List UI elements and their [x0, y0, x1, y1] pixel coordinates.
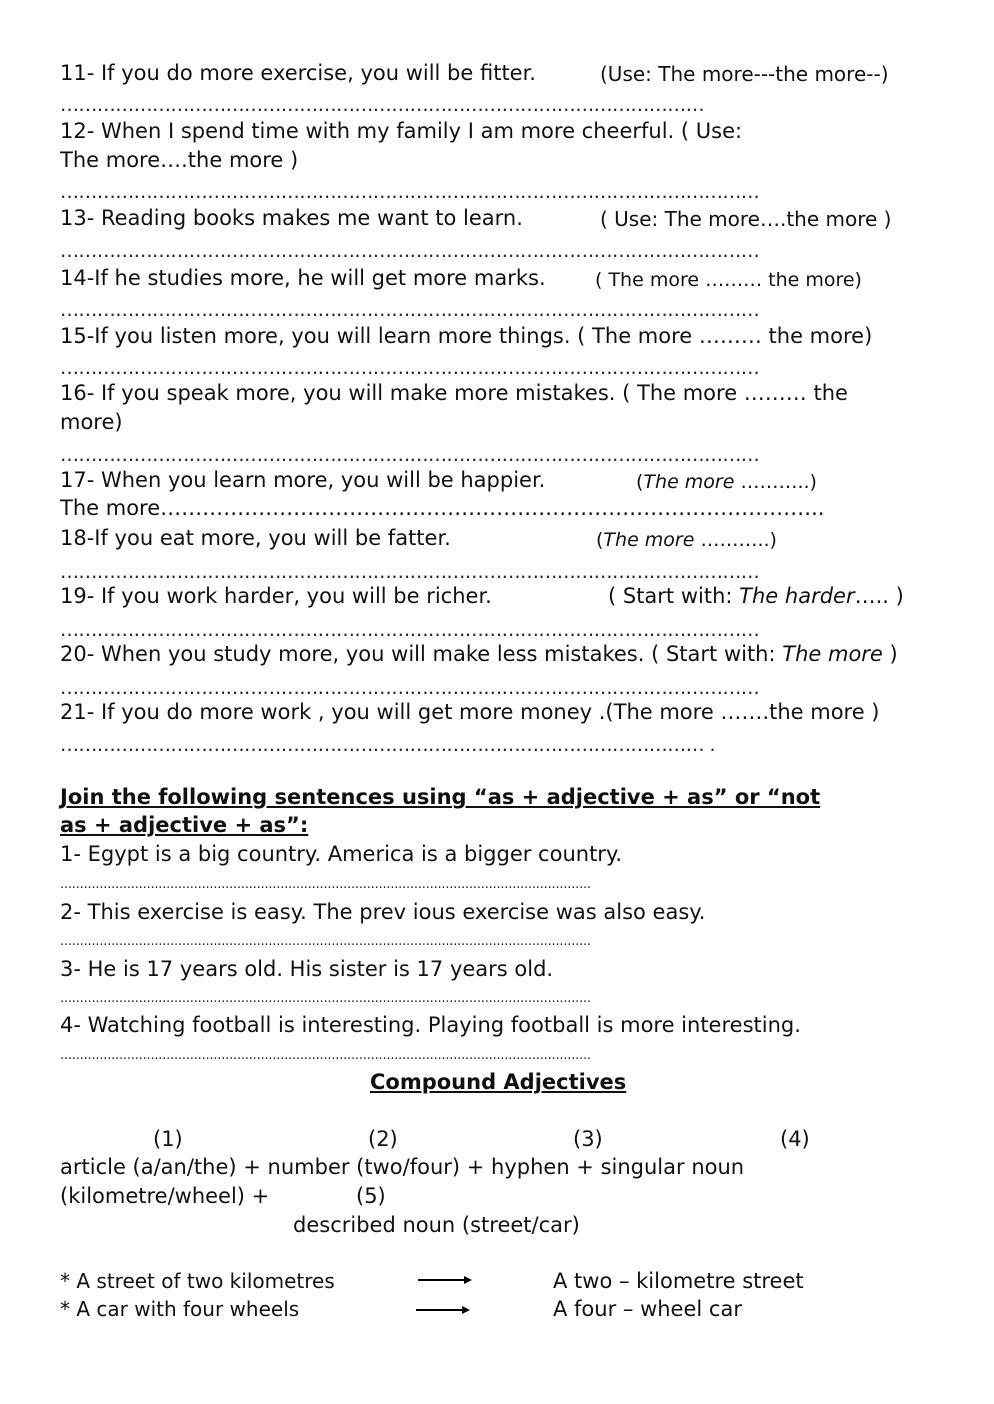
- exercise-20: 20- When you study more, you will make less mistakes. ( Start with: The more ): [60, 642, 898, 666]
- section-heading-join-line2: as + adjective + as”:: [60, 813, 309, 837]
- answer-line[interactable]: ……………………………………………………………………………………………………: [60, 679, 760, 697]
- answer-line[interactable]: ……………………………………………………………………………………………………: [60, 242, 760, 260]
- join-item-3: 3- He is 17 years old. His sister is 17 years old.: [60, 957, 554, 981]
- answer-line[interactable]: .......................................................................................................................................: [60, 1049, 591, 1063]
- answer-line[interactable]: ……………………………………………………………………………………………………: [60, 183, 760, 201]
- example-left-1: * A street of two kilometres: [60, 1269, 335, 1293]
- example-right-1: A two – kilometre street: [553, 1269, 804, 1293]
- exercise-16-line2: more): [60, 410, 123, 434]
- formula-line-2: (kilometre/wheel) +: [60, 1184, 270, 1208]
- formula-number: (3): [573, 1127, 603, 1151]
- answer-line[interactable]: ……………………………………………………………………………………………………: [60, 301, 760, 319]
- join-item-2: 2- This exercise is easy. The prev ious exercise was also easy.: [60, 900, 706, 924]
- exercise-14: 14-If he studies more, he will get more marks. ( The more ……… the more): [60, 266, 862, 291]
- formula-number: (2): [368, 1127, 398, 1151]
- answer-line[interactable]: .......................................................................................................................................: [60, 992, 591, 1006]
- section-heading-join: Join the following sentences using “as + adjective + as” or “not: [60, 785, 821, 809]
- arrow-right-icon: [418, 1275, 472, 1285]
- answer-line[interactable]: .......................................................................................................................................: [60, 935, 591, 949]
- arrow-right-icon: [416, 1305, 470, 1315]
- exercise-18: 18-If you eat more, you will be fatter. (The more ………..): [60, 526, 777, 551]
- answer-line[interactable]: .......................................................................................................................................: [60, 878, 591, 892]
- join-item-4: 4- Watching football is interesting. Playing football is more interesting.: [60, 1013, 801, 1037]
- exercise-15: 15-If you listen more, you will learn more things. ( The more ……… the more): [60, 324, 873, 348]
- section-title-compound: Compound Adjectives: [370, 1070, 627, 1094]
- formula-number: (5): [356, 1184, 386, 1208]
- exercise-17-answer[interactable]: The more…………………………………………………………………………………..: [60, 496, 825, 520]
- formula-number: (1): [153, 1127, 183, 1151]
- example-left-2: * A car with four wheels: [60, 1297, 300, 1321]
- answer-line[interactable]: ……………………………………………………………………………………………………: [60, 446, 760, 464]
- join-item-1: 1- Egypt is a big country. America is a bigger country.: [60, 842, 623, 866]
- example-right-2: A four – wheel car: [553, 1297, 742, 1321]
- answer-line[interactable]: …………………………………………………………………………………………… .: [60, 736, 715, 754]
- answer-line[interactable]: ……………………………………………………………………………………………………: [60, 359, 760, 377]
- exercise-12: 12- When I spend time with my family I am more cheerful. ( Use:: [60, 119, 743, 143]
- exercise-19: 19- If you work harder, you will be richer. ( Start with: The harder….. ): [60, 584, 904, 608]
- answer-line[interactable]: ……………………………………………………………………………………………: [60, 96, 705, 114]
- formula-line-3: described noun (street/car): [293, 1213, 580, 1237]
- exercise-12-line2: The more….the more ): [60, 148, 299, 172]
- exercise-16: 16- If you speak more, you will make more mistakes. ( The more ……… the: [60, 381, 848, 405]
- formula-number: (4): [780, 1127, 810, 1151]
- formula-line-1: article (a/an/the) + number (two/four) + hyphen + singular noun: [60, 1155, 745, 1179]
- exercise-11: 11- If you do more exercise, you will be fitter. (Use: The more---the more--): [60, 61, 889, 86]
- answer-line[interactable]: ……………………………………………………………………………………………………: [60, 621, 760, 639]
- exercise-17: 17- When you learn more, you will be happier. (The more ………..): [60, 468, 817, 493]
- answer-line[interactable]: ……………………………………………………………………………………………………: [60, 563, 760, 581]
- exercise-13: 13- Reading books makes me want to learn. ( Use: The more….the more ): [60, 206, 892, 231]
- exercise-21: 21- If you do more work , you will get more money .(The more …….the more ): [60, 700, 880, 724]
